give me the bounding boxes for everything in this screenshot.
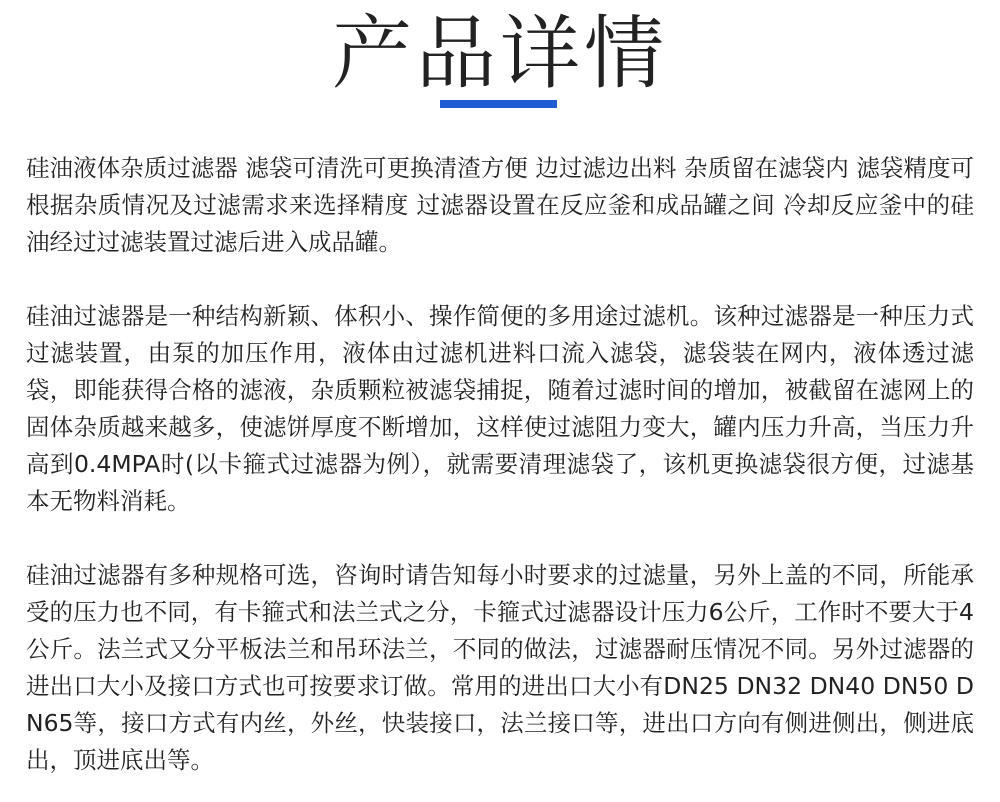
title-underline [440, 100, 557, 108]
description-paragraph-working-principle: 硅油过滤器是一种结构新颖、体积小、操作简便的多用途过滤机。该种过滤器是一种压力式过滤装置，由泵的加压作用，液体由过滤机进料口流入滤袋，滤袋装在网内，液体透过滤袋，即能获得合格的滤液，杂质颗粒被滤袋捕捉，随着过滤时间的增加，被截留在滤网上的固体杂质越来越多，使滤饼厚度不断增加，这样使过滤阻力变大，罐内压力升高，当压力升高到0.4MPA时(以卡箍式过滤器为例），就需要清理滤袋了，该机更换滤袋很方便，过滤基本无物料消耗。 [26, 302, 974, 515]
description-paragraph-specifications: 硅油过滤器有多种规格可选，咨询时请告知每小时要求的过滤量，另外上盖的不同，所能承受的压力也不同，有卡箍式和法兰式之分，卡箍式过滤器设计压力6公斤，工作时不要大于4公斤。法兰式又分平板法兰和吊环法兰，不同的做法，过滤器耐压情况不同。另外过滤器的进出口大小及接口方式也可按要求订做。常用的进出口大小有DN25 DN32 DN40 DN50 DN65等，接口方式有内丝，外丝，快装接口，法兰接口等，进出口方向有侧进侧出，侧进底出，顶进底出等。 [26, 561, 974, 774]
description-paragraph-intro: 硅油液体杂质过滤器 滤袋可清洗可更换清渣方便 边过滤边出料 杂质留在滤袋内 滤袋精度可根据杂质情况及过滤需求来选择精度 过滤器设置在反应釜和成品罐之间 冷却反应釜中的硅油经过过滤装置过滤后进入成品罐。 [26, 154, 974, 256]
product-description [26, 150, 974, 779]
page-header [0, 0, 1000, 120]
page-title: 产品详情 [332, 7, 668, 100]
